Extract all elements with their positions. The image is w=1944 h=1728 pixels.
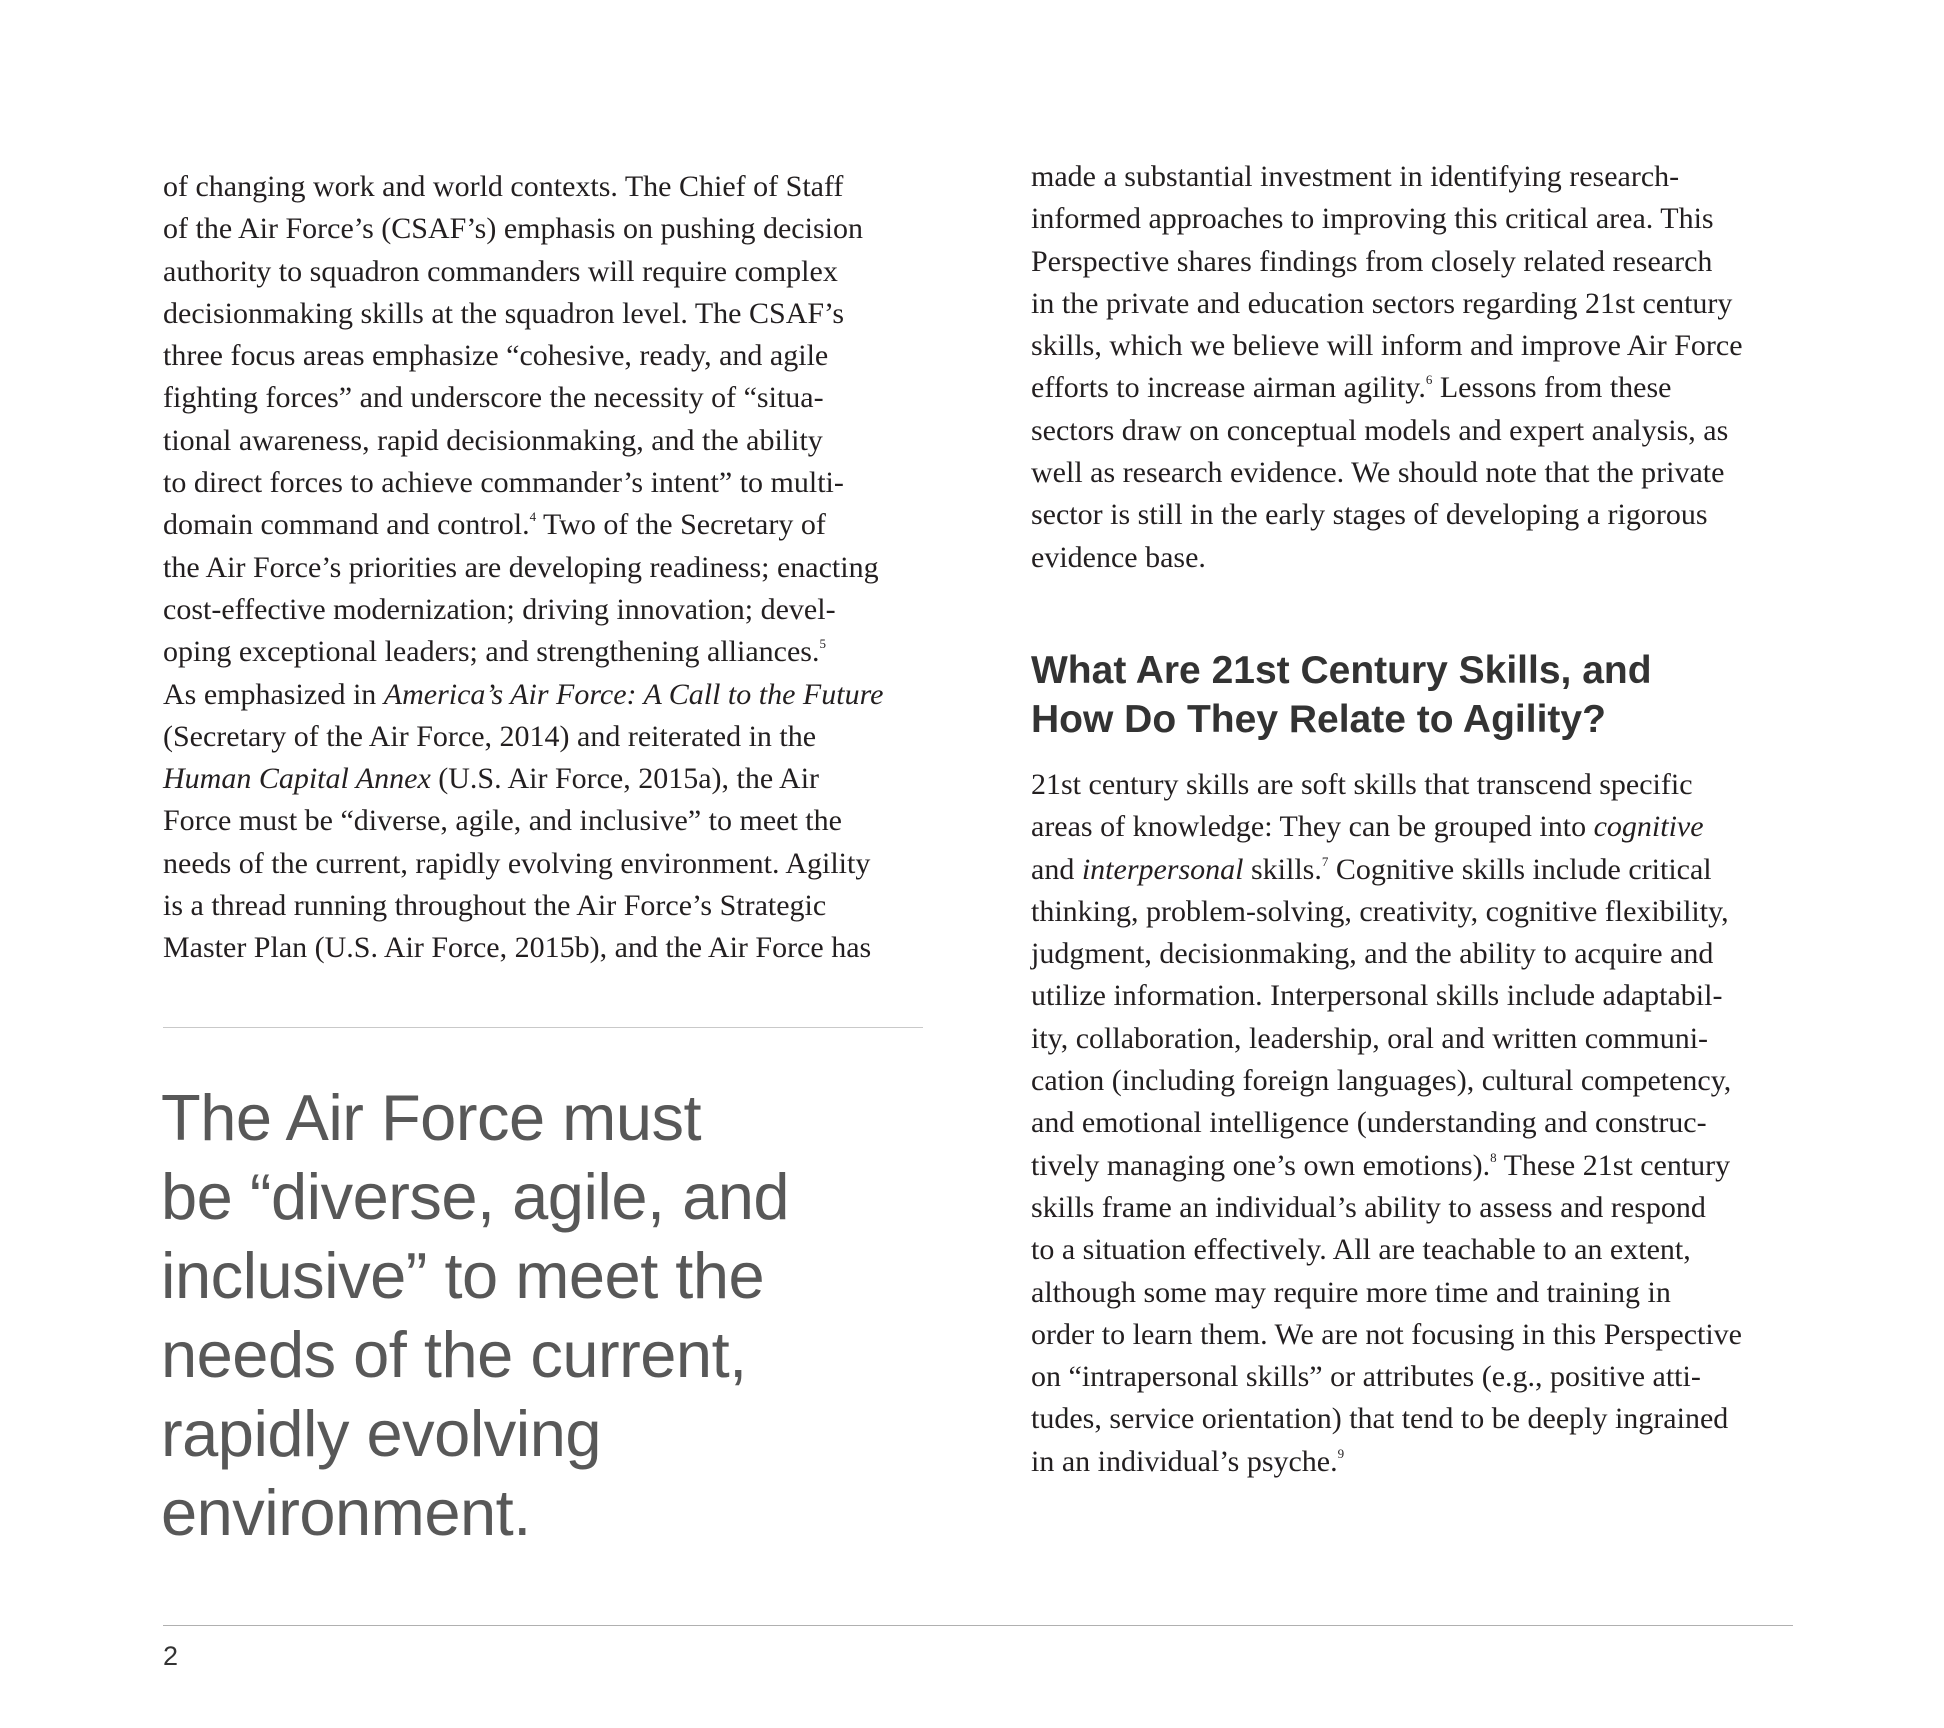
text-segment: and — [1031, 852, 1082, 886]
text-line: to direct forces to achieve commander’s intent” to multi- — [163, 466, 844, 500]
text-segment: in an individual’s psyche. — [1031, 1444, 1338, 1478]
pullquote-line: needs of the current, — [161, 1318, 747, 1391]
text-line: Perspective shares findings from closely related research — [1031, 244, 1713, 278]
text-line: needs of the current, rapidly evolving environment. Agility — [163, 846, 871, 880]
italic-term: interpersonal — [1081, 852, 1244, 886]
text-line: informed approaches to improving this critical area. This — [1031, 202, 1714, 236]
text-line: in the private and education sectors regarding 21st century — [1031, 286, 1733, 320]
italic-title: America’s Air Force: A Call to the Future — [383, 677, 884, 711]
section-heading — [1031, 646, 1652, 744]
text-line: judgment, decisionmaking, and the ability to acquire and — [1031, 937, 1714, 971]
italic-title: Human Capital Annex — [163, 762, 431, 796]
page-number: 2 — [163, 1641, 179, 1671]
text-line: skills frame an individual’s ability to assess and respond — [1031, 1190, 1706, 1224]
text-segment: As emphasized in — [163, 677, 384, 711]
text-line — [1031, 1145, 1821, 1187]
text-line: tudes, service orientation) that tend to be deeply ingrained — [1031, 1402, 1729, 1436]
text-line: three focus areas emphasize “cohesive, ready, and agile — [163, 339, 829, 373]
text-line: of the Air Force’s (CSAF’s) emphasis on pushing decision — [163, 212, 863, 246]
footnote-ref-5[interactable]: 5 — [819, 636, 826, 652]
text-line: decisionmaking skills at the squadron level. The CSAF’s — [163, 296, 845, 330]
right-column-top — [1031, 156, 1811, 579]
pullquote — [161, 1078, 941, 1552]
text-line: evidence base. — [1031, 540, 1206, 574]
left-column-paragraph — [163, 166, 933, 970]
text-line — [163, 674, 933, 716]
footer-divider — [163, 1625, 1793, 1626]
text-line: skills, which we believe will inform and improve Air Force — [1031, 329, 1743, 363]
text-line — [1031, 806, 1821, 848]
text-line: authority to squadron commanders will require complex — [163, 254, 838, 288]
text-line: to a situation effectively. All are teachable to an extent, — [1031, 1233, 1691, 1267]
text-line: (Secretary of the Air Force, 2014) and reiterated in the — [163, 719, 817, 753]
text-segment: domain command and control. — [163, 508, 530, 542]
text-line: tional awareness, rapid decisionmaking, and the ability — [163, 423, 823, 457]
text-line: utilize information. Interpersonal skills include adaptabil- — [1031, 979, 1723, 1013]
text-line: the Air Force’s priorities are developing readiness; enacting — [163, 550, 879, 584]
pullquote-line: environment. — [161, 1476, 531, 1549]
pullquote-line: inclusive” to meet the — [161, 1239, 765, 1312]
text-line — [1031, 367, 1811, 409]
text-line: and emotional intelligence (understanding and construc- — [1031, 1106, 1707, 1140]
text-line — [1031, 1441, 1821, 1483]
text-segment: (U.S. Air Force, 2015a), the Air — [430, 762, 820, 796]
text-segment: efforts to increase airman agility. — [1031, 371, 1426, 405]
text-line: 21st century skills are soft skills that transcend specific — [1031, 768, 1693, 801]
left-column — [163, 166, 933, 970]
text-line: order to learn them. We are not focusing in this Perspective — [1031, 1317, 1742, 1351]
heading-line: What Are 21st Century Skills, and — [1031, 649, 1652, 692]
pullquote-line: The Air Force must — [161, 1081, 702, 1154]
section-heading-wrap — [1031, 646, 1652, 744]
footnote-ref-9[interactable]: 9 — [1337, 1445, 1345, 1461]
text-line: Force must be “diverse, agile, and inclusive” to meet the — [163, 804, 842, 838]
text-line: fighting forces” and underscore the necessity of “situa- — [163, 381, 824, 415]
right-column-paragraph — [1031, 156, 1811, 579]
text-segment: Cognitive skills include critical — [1328, 852, 1712, 886]
footnote-ref-7[interactable]: 7 — [1321, 853, 1329, 869]
text-line: sector is still in the early stages of developing a rigorous — [1031, 498, 1708, 532]
text-line: well as research evidence. We should note that the private — [1031, 456, 1725, 490]
text-line: thinking, problem-solving, creativity, cognitive flexibility, — [1031, 894, 1729, 928]
text-line: sectors draw on conceptual models and expert analysis, as — [1031, 413, 1729, 447]
pullquote-divider — [163, 1027, 923, 1028]
text-line — [163, 631, 933, 673]
right-column-bottom — [1031, 764, 1821, 1483]
text-line: cost-effective modernization; driving innovation; devel- — [163, 592, 836, 626]
text-segment: Two of the Secretary of — [536, 508, 826, 542]
text-line: is a thread running throughout the Air Force’s Strategic — [163, 889, 827, 923]
pullquote-line: be “diverse, agile, and — [161, 1160, 790, 1233]
italic-term: cognitive — [1593, 810, 1704, 844]
text-line: ity, collaboration, leadership, oral and written communi- — [1031, 1021, 1709, 1055]
text-segment: These 21st century — [1496, 1148, 1731, 1182]
text-line — [163, 504, 933, 546]
text-line — [1031, 849, 1821, 891]
text-segment: areas of knowledge: They can be grouped into — [1031, 810, 1594, 844]
text-segment: tively managing one’s own emotions). — [1031, 1148, 1491, 1182]
text-segment: Lessons from these — [1432, 371, 1672, 405]
right-column-paragraph — [1031, 764, 1821, 1483]
footnote-ref-6[interactable]: 6 — [1425, 372, 1433, 388]
text-line: of changing work and world contexts. The Chief of Staff — [163, 170, 844, 203]
text-line — [163, 758, 933, 800]
heading-line: How Do They Relate to Agility? — [1031, 698, 1606, 741]
text-segment: skills. — [1243, 852, 1322, 886]
pullquote-line: rapidly evolving — [161, 1397, 602, 1470]
text-line: although some may require more time and training in — [1031, 1275, 1671, 1309]
footnote-ref-8[interactable]: 8 — [1490, 1149, 1497, 1165]
footnote-ref-4[interactable]: 4 — [529, 509, 537, 525]
text-line: on “intrapersonal skills” or attributes (e.g., positive atti- — [1031, 1360, 1701, 1394]
text-line: made a substantial investment in identifying research- — [1031, 160, 1680, 193]
text-line: Master Plan (U.S. Air Force, 2015b), and the Air Force has — [163, 931, 872, 965]
text-segment: oping exceptional leaders; and strengthening alliances. — [163, 635, 820, 669]
text-line: cation (including foreign languages), cultural competency, — [1031, 1064, 1732, 1098]
